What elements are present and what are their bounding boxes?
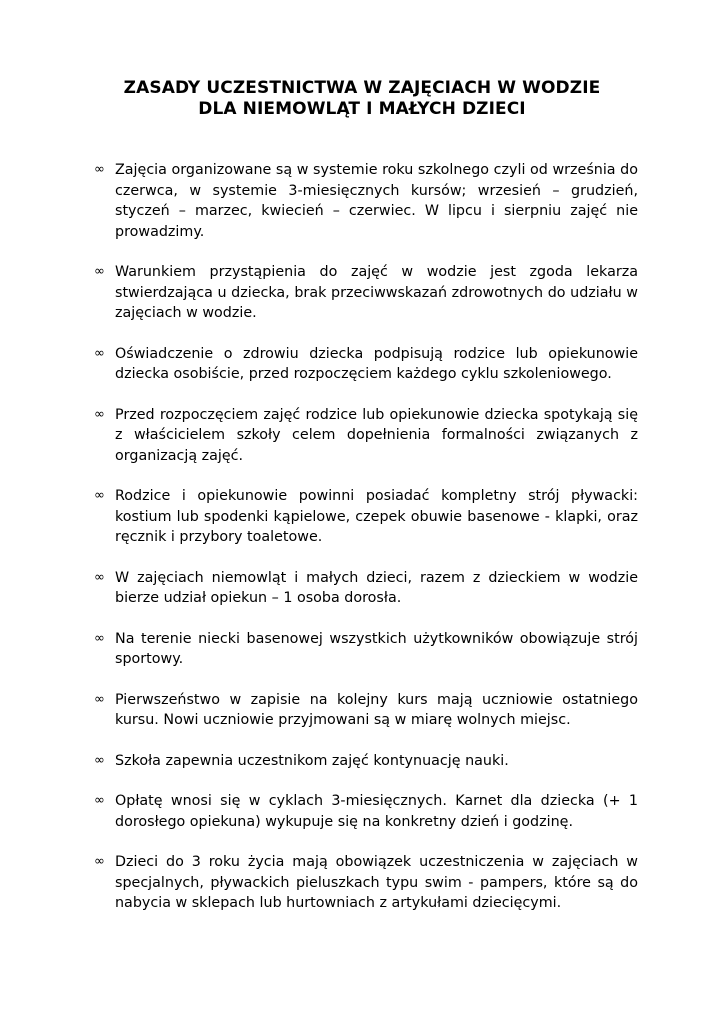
infinity-bullet-icon: ∞ bbox=[94, 488, 105, 503]
rule-text: Dzieci do 3 roku życia mają obowiązek uczestniczenia w zajęciach w specjalnych, pływackich pieluszkach typu swim - pampers, które są do nabycia w sklepach lub hurtowniach z artykułami dziecięcymi. bbox=[115, 854, 638, 911]
rule-item bbox=[0, 405, 724, 467]
infinity-bullet-icon: ∞ bbox=[94, 854, 105, 869]
rules-list bbox=[0, 160, 724, 934]
infinity-bullet-icon: ∞ bbox=[94, 345, 105, 361]
title-line-1: ZASADY UCZESTNICTWA W ZAJĘCIACH W WODZIE bbox=[123, 78, 601, 98]
infinity-bullet-icon: ∞ bbox=[94, 752, 105, 768]
title-line-2: DLA NIEMOWLĄT I MAŁYCH DZIECI bbox=[198, 99, 526, 119]
rule-item bbox=[0, 690, 724, 731]
page-title bbox=[60, 78, 664, 120]
rule-text: Warunkiem przystąpienia do zajęć w wodzie jest zgoda lekarza stwierdzająca u dziecka, brak przeciwwskazań zdrowotnych do udziału w zajęciach w wodzie. bbox=[115, 264, 638, 321]
rule-text: Opłatę wnosi się w cyklach 3-miesięcznych. Karnet dla dziecka (+ 1 dorosłego opiekuna) wykupuje się na konkretny dzień i godzinę. bbox=[115, 793, 638, 830]
rule-text: Szkoła zapewnia uczestnikom zajęć kontynuację nauki. bbox=[115, 752, 509, 769]
rule-item bbox=[0, 486, 724, 548]
infinity-bullet-icon: ∞ bbox=[94, 630, 105, 646]
rule-item bbox=[0, 751, 724, 772]
infinity-bullet-icon: ∞ bbox=[94, 569, 105, 585]
rule-item bbox=[0, 852, 724, 914]
rule-text: Zajęcia organizowane są w systemie roku szkolnego czyli od września do czerwca, w systemie 3-miesięcznych kursów; wrzesień – grudzień, styczeń – marzec, kwiecień – czerwiec. W lipcu i sierpniu zajęć nie prowadzimy. bbox=[115, 162, 638, 240]
infinity-bullet-icon: ∞ bbox=[94, 162, 105, 177]
rule-text: Na terenie niecki basenowej wszystkich użytkowników obowiązuje strój sportowy. bbox=[115, 630, 638, 667]
rule-text: Rodzice i opiekunowie powinni posiadać kompletny strój pływacki: kostium lub spodenki kąpielowe, czepek obuwie basenowe - klapki, oraz ręcznik i przybory toaletowe. bbox=[115, 488, 638, 545]
rule-item bbox=[0, 262, 724, 324]
rule-text: Pierwszeństwo w zapisie na kolejny kurs mają uczniowie ostatniego kursu. Nowi uczniowie przyjmowani są w miarę wolnych miejsc. bbox=[115, 691, 638, 728]
rule-item bbox=[0, 344, 724, 385]
infinity-bullet-icon: ∞ bbox=[94, 691, 105, 707]
rule-text: W zajęciach niemowląt i małych dzieci, razem z dzieckiem w wodzie bierze udział opiekun – 1 osoba dorosła. bbox=[115, 569, 638, 606]
infinity-bullet-icon: ∞ bbox=[94, 793, 105, 808]
rule-item bbox=[0, 629, 724, 670]
rule-item bbox=[0, 568, 724, 609]
rule-text: Przed rozpoczęciem zajęć rodzice lub opiekunowie dziecka spotykają się z właścicielem szkoły celem dopełnienia formalności związanych z organizacją zajęć. bbox=[115, 406, 638, 464]
rule-item bbox=[0, 160, 724, 242]
infinity-bullet-icon: ∞ bbox=[94, 264, 105, 279]
rule-item bbox=[0, 791, 724, 832]
infinity-bullet-icon: ∞ bbox=[94, 406, 105, 422]
rule-text: Oświadczenie o zdrowiu dziecka podpisują rodzice lub opiekunowie dziecka osobiście, przed rozpoczęciem każdego cyklu szkoleniowego. bbox=[115, 345, 638, 382]
